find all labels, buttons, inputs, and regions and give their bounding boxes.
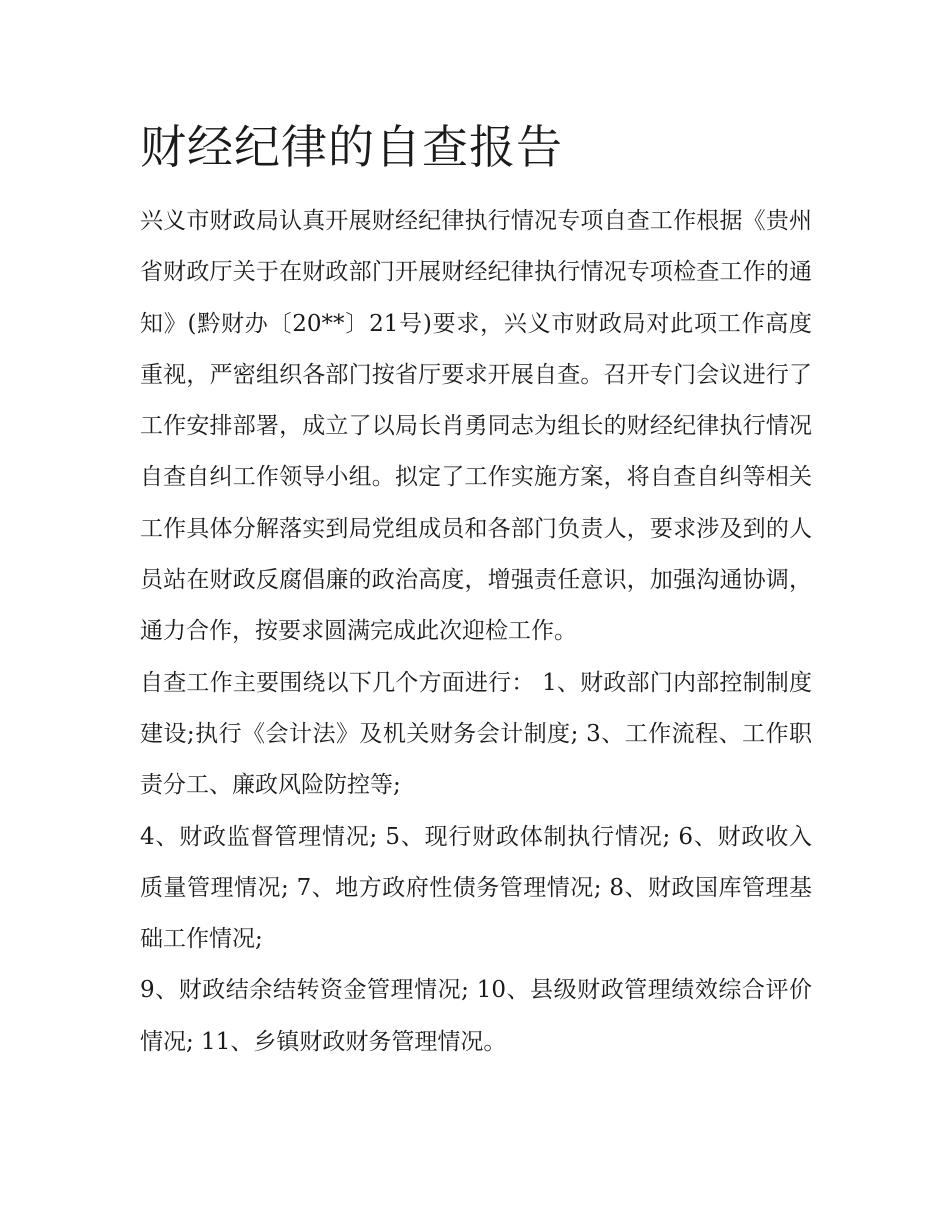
paragraph-items-9-11: 9、财政结余结转资金管理情况; 10、县级财政管理绩效综合评价情况; 11、乡镇财政财务管理情况。 <box>140 977 812 1055</box>
document-body <box>140 112 812 1068</box>
document-title: 财经纪律的自查报告 <box>140 120 563 174</box>
paragraph-scope: 自查工作主要围绕以下几个方面进行： 1、财政部门内部控制制度建设;执行《会计法》及机关财务会计制度; 3、工作流程、工作职责分工、廉政风险防控等; <box>140 669 812 799</box>
paragraph-intro: 兴义市财政局认真开展财经纪律执行情况专项自查工作根据《贵州省财政厅关于在财政部门开展财经纪律执行情况专项检查工作的通知》(黔财办〔20**〕21号)要求，兴义市财政局对此项工作高度重视，严密组织各部门按省厅要求开展自查。召开专门会议进行了工作安排部署，成立了以局长肖勇同志为组长的财经纪律执行情况自查自纠工作领导小组。拟定了工作实施方案，将自查自纠等相关工作具体分解落实到局党组成员和各部门负责人，要求涉及到的人员站在财政反腐倡廉的政治高度，增强责任意识，加强沟通协调，通力合作，按要求圆满完成此次迎检工作。 <box>140 208 812 645</box>
paragraph-items-4-8: 4、财政监督管理情况; 5、现行财政体制执行情况; 6、财政收入质量管理情况; 7、地方政府性债务管理情况; 8、财政国库管理基础工作情况; <box>140 823 812 953</box>
